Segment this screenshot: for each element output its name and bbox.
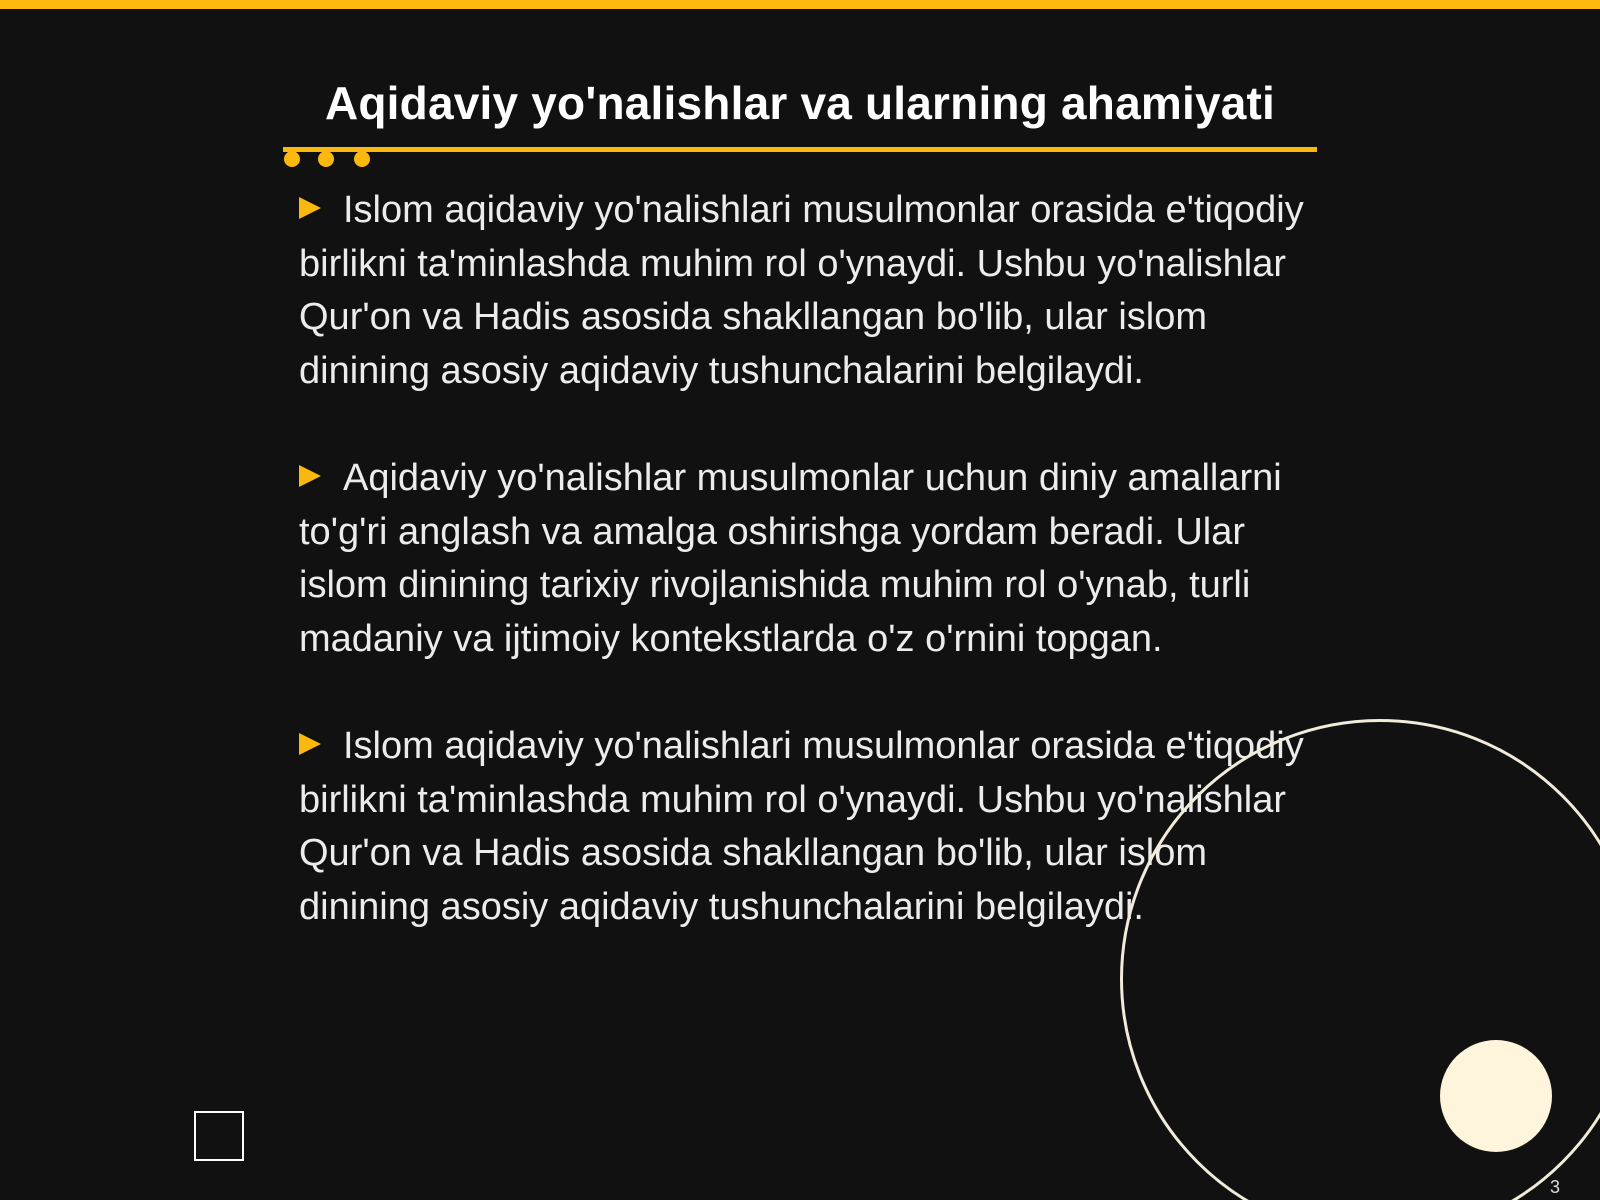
decorative-dot	[354, 151, 370, 167]
bullet-paragraph-1	[299, 184, 1319, 398]
triangle-right-icon	[299, 733, 321, 755]
bullet-text: Islom aqidaviy yo'nalishlari musulmonlar orasida e'tiqodiy birlikni ta'minlashda muhim rol o'ynaydi. Ushbu yo'nalishlar Qur'on va Hadis asosida shakllangan bo'lib, ular islom dinining asosiy aqidaviy tushunchalarini belgilaydi.	[299, 189, 1304, 392]
triangle-right-icon	[299, 197, 321, 219]
top-accent-bar	[0, 0, 1600, 9]
bullet-text: Islom aqidaviy yo'nalishlari musulmonlar orasida e'tiqodiy birlikni ta'minlashda muhim rol o'ynaydi. Ushbu yo'nalishlar Qur'on va Hadis asosida shakllangan bo'lib, ular islom dinining asosiy aqidaviy tushunchalarini belgilaydi.	[299, 725, 1304, 928]
decorative-dot	[318, 151, 334, 167]
bullet-paragraph-3	[299, 720, 1319, 934]
decorative-circle	[1440, 1040, 1552, 1152]
decorative-dot	[284, 151, 300, 167]
bullet-text: Aqidaviy yo'nalishlar musulmonlar uchun diniy amallarni to'g'ri anglash va amalga oshirishga yordam beradi. Ular islom dinining tarixiy rivojlanishida muhim rol o'ynab, turli madaniy va ijtimoiy kontekstlarda o'z o'rnini topgan.	[299, 457, 1282, 660]
decorative-square	[194, 1111, 244, 1161]
bullet-list	[299, 184, 1319, 988]
page-number: 3	[1550, 1177, 1561, 1197]
title-underline	[283, 147, 1317, 152]
slide-title: Aqidaviy yo'nalishlar va ularning ahamiyati	[324, 77, 1276, 129]
bullet-paragraph-2	[299, 452, 1319, 666]
triangle-right-icon	[299, 465, 321, 487]
